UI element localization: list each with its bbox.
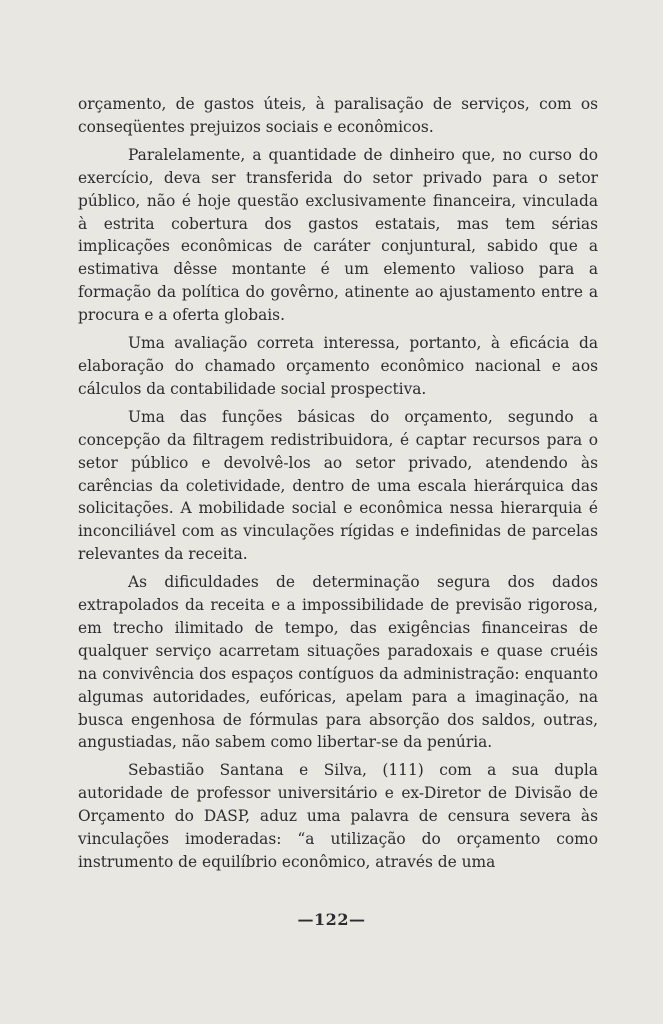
paragraph-6: Sebastião Santana e Silva, (111) com a sua dupla autoridade de professor universitário e ex-Diretor de Divisão de Orçamento do DASP, aduz uma palavra de censura severa às vinculações imoderadas: “a utilização do orçamento como instrumento de equilíbrio econômico, através de uma xyxy=(78,761,598,871)
paragraph-4: Uma das funções básicas do orçamento, segundo a concepção da filtragem redistribuidora, é captar recursos para o setor público e devolvê-los ao setor privado, atendendo às carências da coletividade, dentro de uma escala hierárquica das solicitações. A mobilidade social e econômica nessa hierarquia é inconciliável com as vinculações rígidas e indefinidas de parcelas relevantes da receita. xyxy=(78,407,598,564)
page-number: —122— xyxy=(297,910,366,929)
paragraph-1: orçamento, de gastos úteis, à paralisação de serviços, com os conseqüentes prejuizos sociais e econômicos. xyxy=(78,95,598,136)
body-text xyxy=(78,93,598,879)
paragraph-2: Paralelamente, a quantidade de dinheiro que, no curso do exercício, deva ser transferida do setor privado para o setor público, não é hoje questão exclusivamente financeira, vinculada à estrita cobertura dos gastos estatais, mas tem sérias implicações econômicas de caráter conjuntural, sabido que a estimativa dêsse montante é um elemento valioso para a formação da política do govêrno, atinente ao ajustamento entre a procura e a oferta globais. xyxy=(78,145,598,325)
paragraph-5: As dificuldades de determinação segura dos dados extrapolados da receita e a impossibilidade de previsão rigorosa, em trecho ilimitado de tempo, das exigências financeiras de qualquer serviço acarretam situações paradoxais e quase cruéis na convivência dos espaços contíguos da administração: enquanto algumas autoridades, eufóricas, apelam para a imaginação, na busca engenhosa de fórmulas para absorção dos saldos, outras, angustiadas, não sabem como libertar-se da penúria. xyxy=(78,573,598,752)
paragraph-3: Uma avaliação correta interessa, portanto, à eficácia da elaboração do chamado orçamento econômico nacional e aos cálculos da contabilidade social prospectiva. xyxy=(78,334,598,398)
